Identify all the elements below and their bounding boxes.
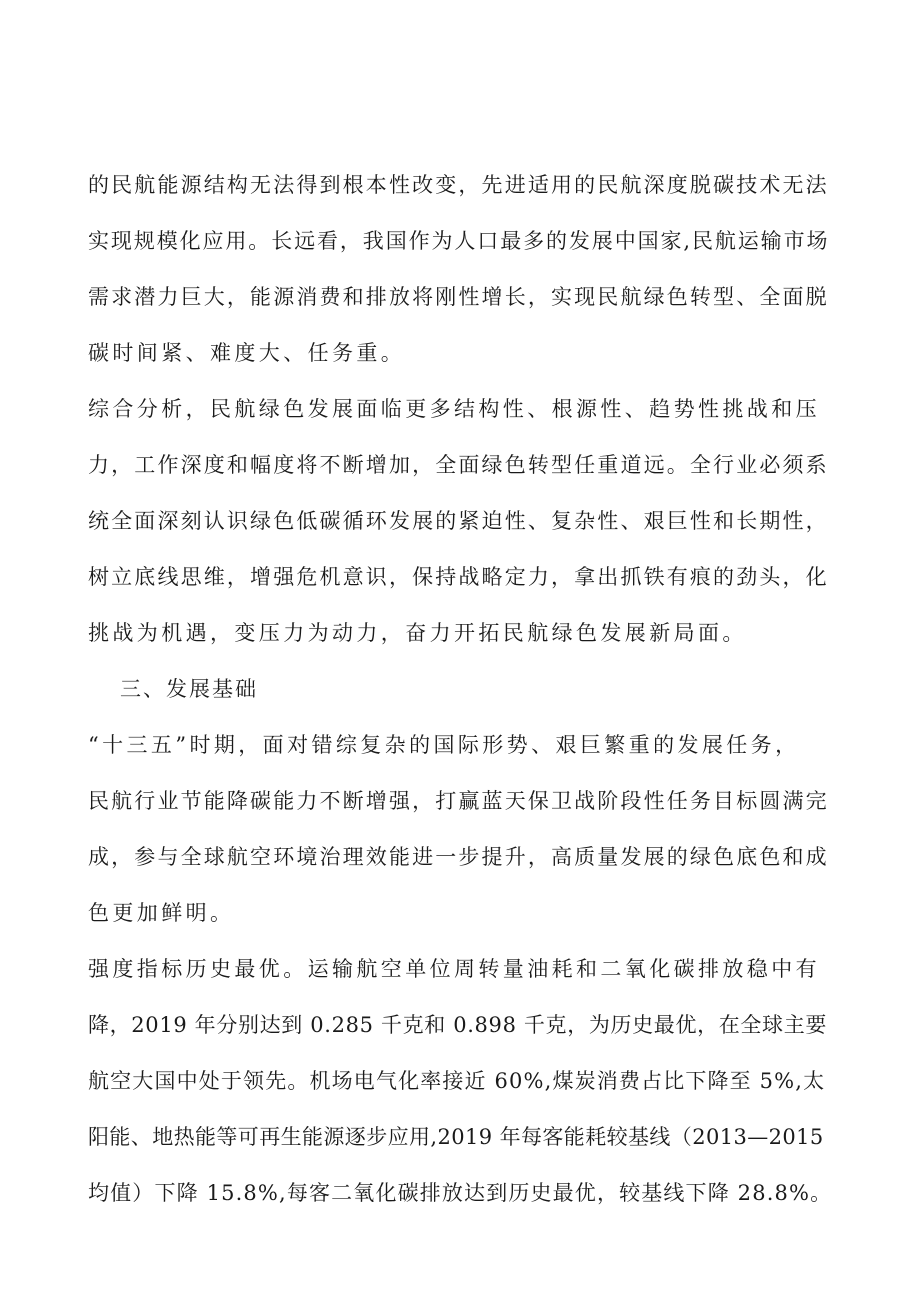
text-line: 综合分析，民航绿色发展面临更多结构性、根源性、趋势性挑战和压 bbox=[88, 397, 820, 421]
text-line: 力，工作深度和幅度将不断增加，全面绿色转型任重道远。全行业必须系 bbox=[88, 453, 829, 477]
text-line: 航空大国中处于领先。机场电气化率接近 60%,煤炭消费占比下降至 5%,太 bbox=[88, 1069, 826, 1093]
text-line: 碳时间紧、难度大、任务重。 bbox=[88, 341, 406, 365]
text-line: 色更加鲜明。 bbox=[88, 901, 235, 925]
text-line: 挑战为机遇，变压力为动力，奋力开拓民航绿色发展新局面。 bbox=[88, 621, 747, 645]
text-line: “十三五”时期，面对错综复杂的国际形势、艰巨繁重的发展任务， bbox=[88, 733, 800, 757]
text-line: 统全面深刻认识绿色低碳循环发展的紧迫性、复杂性、艰巨性和长期性， bbox=[88, 509, 829, 533]
text-line: 阳能、地热能等可再生能源逐步应用,2019 年每客能耗较基线（2013—2015 bbox=[88, 1125, 824, 1149]
text-line: 的民航能源结构无法得到根本性改变，先进适用的民航深度脱碳技术无法 bbox=[88, 173, 829, 197]
text-line: 需求潜力巨大，能源消费和排放将刚性增长，实现民航绿色转型、全面脱 bbox=[88, 285, 829, 309]
text-line: 实现规模化应用。长远看，我国作为人口最多的发展中国家,民航运输市场 bbox=[88, 229, 830, 253]
text-line: 降，2019 年分别达到 0.285 千克和 0.898 千克，为历史最优，在全球主要 bbox=[88, 1013, 828, 1037]
text-line: 民航行业节能降碳能力不断增强，打赢蓝天保卫战阶段性任务目标圆满完 bbox=[88, 789, 829, 813]
text-line: 均值）下降 15.8%,每客二氧化碳排放达到历史最优，较基线下降 28.8%。 bbox=[88, 1181, 833, 1205]
section-heading: 三、发展基础 bbox=[120, 677, 258, 701]
text-line: 成，参与全球航空环境治理效能进一步提升，高质量发展的绿色底色和成 bbox=[88, 845, 829, 869]
text-line: 强度指标历史最优。运输航空单位周转量油耗和二氧化碳排放稳中有 bbox=[88, 957, 820, 981]
text-line: 树立底线思维，增强危机意识，保持战略定力，拿出抓铁有痕的劲头，化 bbox=[88, 565, 829, 589]
